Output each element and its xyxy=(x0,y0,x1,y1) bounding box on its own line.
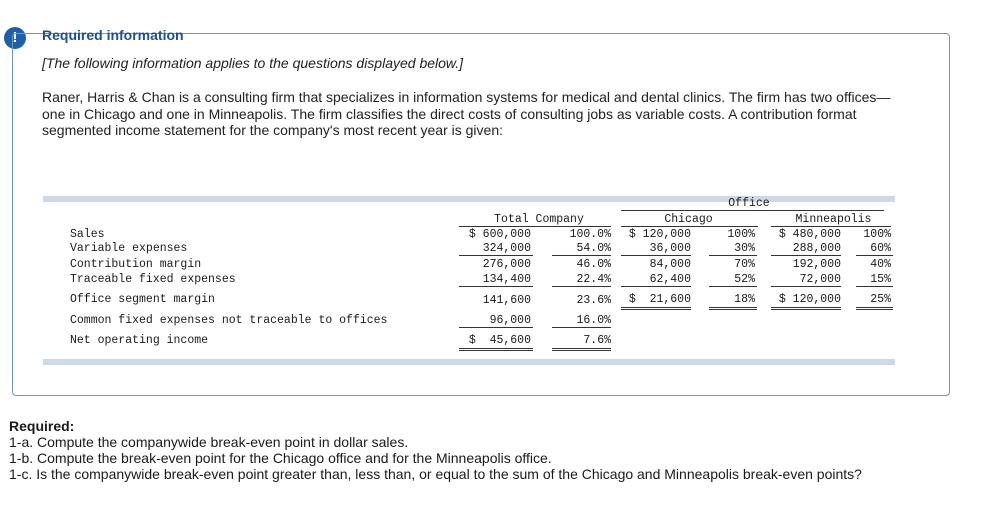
segmented-income-statement xyxy=(43,156,895,347)
row-label-common-fixed: Common fixed expenses not traceable to offices xyxy=(70,314,388,327)
row-underline xyxy=(771,255,841,256)
alert-icon: ! xyxy=(4,27,26,49)
row-underline xyxy=(856,255,893,256)
chicago-traceable-fixed: 62,400 xyxy=(649,273,691,286)
minneapolis-variable-expenses: 288,000 xyxy=(792,242,841,255)
minneapolis-segment-margin: $ 120,000 xyxy=(778,293,841,306)
row-label-office-segment-margin: Office segment margin xyxy=(70,293,215,306)
double-underline xyxy=(856,309,893,310)
row-underline xyxy=(709,255,757,256)
info-paragraph: Raner, Harris & Chan is a consulting firm that specializes in information systems for medical and dental clinics. The firm has two offices—one in Chicago and one in Minneapolis. The firm classifies the direct costs of consulting jobs as variable costs. A contribution format segmented income statement for the company's most recent year is given: xyxy=(42,89,891,138)
total-segment-pct: 23.6% xyxy=(576,294,611,307)
row-underline xyxy=(552,327,611,328)
row-underline xyxy=(552,286,611,287)
minneapolis-sales: $ 480,000 xyxy=(778,228,841,241)
total-net-operating-income: $ 45,600 xyxy=(468,334,531,347)
double-underline xyxy=(709,309,757,310)
double-underline xyxy=(621,309,691,310)
col-chicago: Chicago xyxy=(664,213,713,226)
col-chicago-underline xyxy=(621,226,758,227)
row-underline xyxy=(552,255,611,256)
minneapolis-contribution-margin: 192,000 xyxy=(792,258,841,271)
chicago-sales: $ 120,000 xyxy=(628,228,691,241)
row-label-variable-expenses: Variable expenses xyxy=(70,242,188,255)
double-underline xyxy=(459,348,533,349)
row-underline xyxy=(621,255,691,256)
row-label-traceable-fixed: Traceable fixed expenses xyxy=(70,273,236,286)
total-net-operating-pct: 7.6% xyxy=(583,334,611,347)
required-section xyxy=(9,418,969,482)
minneapolis-contribution-pct: 40% xyxy=(870,258,891,271)
double-underline xyxy=(552,350,611,351)
chicago-variable-pct: 30% xyxy=(734,242,755,255)
info-title: Required information xyxy=(42,27,184,43)
minneapolis-traceable-pct: 15% xyxy=(870,273,891,286)
col-total-company: Total Company xyxy=(494,213,584,226)
total-traceable-pct: 22.4% xyxy=(576,273,611,286)
total-sales-pct: 100.0% xyxy=(569,228,611,241)
minneapolis-segment-pct: 25% xyxy=(870,293,891,306)
row-underline xyxy=(856,286,893,287)
row-underline xyxy=(459,327,533,328)
double-underline xyxy=(771,309,841,310)
required-label: Required: xyxy=(9,418,75,434)
col-total-underline xyxy=(459,226,611,227)
double-underline xyxy=(709,307,757,308)
col-minneapolis-underline xyxy=(771,226,891,227)
total-variable-pct: 54.0% xyxy=(576,242,611,255)
required-item-1c: 1-c. Is the companywide break-even point greater than, less than, or equal to the sum of the Chicago and Minneapolis break-even points? xyxy=(9,466,862,482)
chicago-sales-pct: 100% xyxy=(727,228,755,241)
double-underline xyxy=(552,348,611,349)
chicago-contribution-margin: 84,000 xyxy=(649,258,691,271)
minneapolis-variable-pct: 60% xyxy=(870,242,891,255)
row-underline xyxy=(459,255,533,256)
chicago-segment-margin: $ 21,600 xyxy=(628,293,691,306)
double-underline xyxy=(856,307,893,308)
total-variable-expenses: 324,000 xyxy=(482,242,531,255)
total-contribution-margin: 276,000 xyxy=(482,258,531,271)
double-underline xyxy=(621,307,691,308)
required-item-1a: 1-a. Compute the companywide break-even point in dollar sales. xyxy=(9,434,409,450)
row-underline xyxy=(709,286,757,287)
total-contribution-pct: 46.0% xyxy=(576,258,611,271)
row-label-net-operating-income: Net operating income xyxy=(70,334,209,347)
total-common-fixed: 96,000 xyxy=(489,314,531,327)
row-underline xyxy=(459,286,533,287)
row-label-contribution-margin: Contribution margin xyxy=(70,258,202,271)
chicago-contribution-pct: 70% xyxy=(734,258,755,271)
total-traceable-fixed: 134,400 xyxy=(482,273,531,286)
chicago-variable-expenses: 36,000 xyxy=(649,242,691,255)
chicago-traceable-pct: 52% xyxy=(734,273,755,286)
office-underline xyxy=(621,210,884,211)
office-header: Office xyxy=(728,197,770,210)
row-underline xyxy=(771,286,841,287)
row-underline xyxy=(621,286,691,287)
double-underline xyxy=(459,350,533,351)
info-subtitle: [The following information applies to the questions displayed below.] xyxy=(42,55,464,71)
total-sales: $ 600,000 xyxy=(468,228,531,241)
minneapolis-sales-pct: 100% xyxy=(863,228,891,241)
table-footer-band xyxy=(43,359,895,365)
double-underline xyxy=(771,307,841,308)
required-item-1b: 1-b. Compute the break-even point for the Chicago office and for the Minneapolis office. xyxy=(9,450,552,466)
row-label-sales: Sales xyxy=(70,228,105,241)
col-minneapolis: Minneapolis xyxy=(795,213,872,226)
chicago-segment-pct: 18% xyxy=(734,293,755,306)
minneapolis-traceable-fixed: 72,000 xyxy=(799,273,841,286)
total-common-fixed-pct: 16.0% xyxy=(576,314,611,327)
total-office-segment-margin: 141,600 xyxy=(482,294,531,307)
